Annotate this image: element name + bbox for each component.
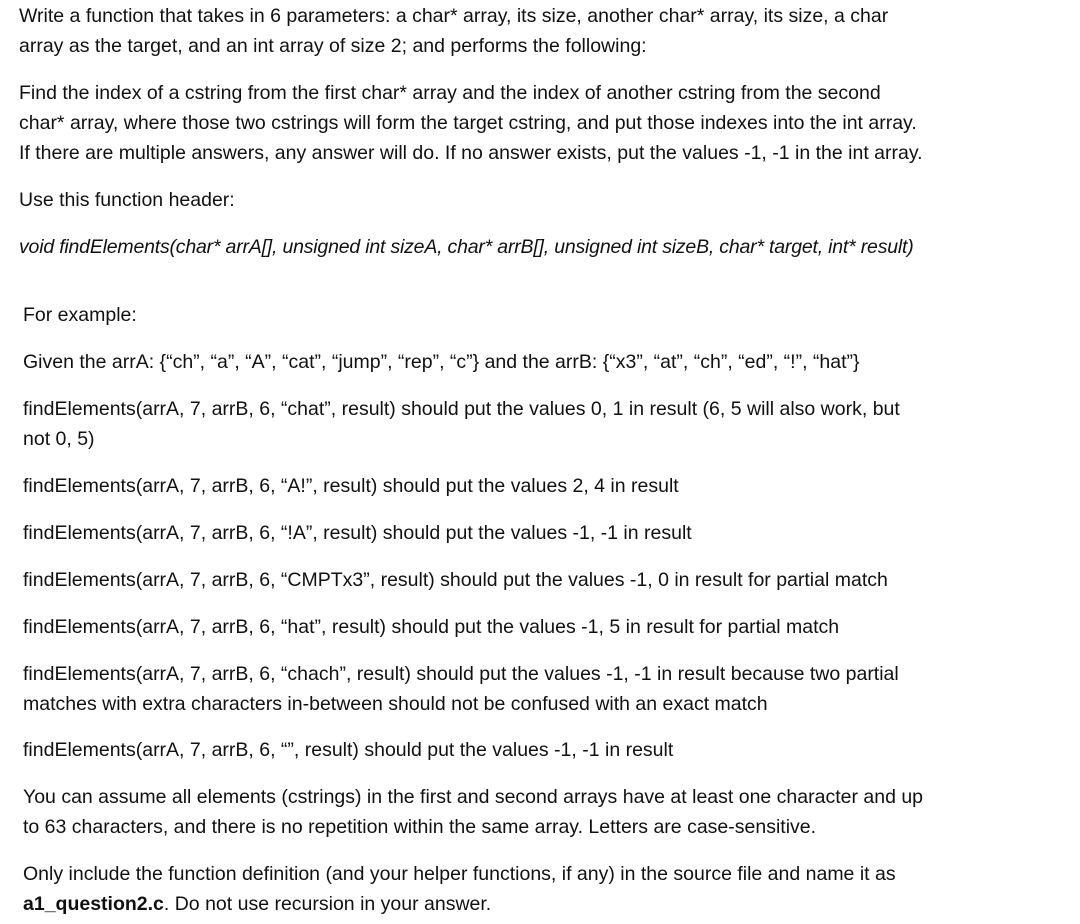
example-2: findElements(arrA, 7, arrB, 6, “A!”, result) should put the values 2, 4 in result	[23, 475, 679, 497]
instructions-line-2-rest: . Do not use recursion in your answer.	[163, 893, 492, 915]
description-line-1: Find the index of a cstring from the first char* array and the index of another cstring from the second	[19, 82, 881, 104]
assumption-line-1: You can assume all elements (cstrings) in the first and second arrays have at least one character and up	[23, 786, 924, 808]
instructions-line-2	[23, 889, 896, 919]
example-6	[23, 659, 899, 719]
instructions-paragraph	[23, 859, 896, 919]
instructions-line-1: Only include the function definition (and your helper functions, if any) in the source file and name it as	[23, 863, 896, 885]
intro-line-2: array as the target, and an int array of size 2; and performs the following:	[19, 35, 647, 57]
example-3: findElements(arrA, 7, arrB, 6, “!A”, result) should put the values -1, -1 in result	[23, 522, 692, 544]
intro-paragraph	[19, 1, 888, 61]
intro-line-1: Write a function that takes in 6 parameters: a char* array, its size, another char* array, its size, a char	[19, 5, 889, 27]
example-6-line-2: matches with extra characters in-between should not be confused with an exact match	[23, 693, 768, 715]
description-line-2: char* array, where those two cstrings will form the target cstring, and put those indexes into the int array.	[19, 112, 917, 134]
description-paragraph	[19, 78, 923, 168]
source-filename: a1_question2.c	[23, 893, 164, 915]
description-line-3: If there are multiple answers, any answer will do. If no answer exists, put the values -1, -1 in the int array.	[19, 142, 923, 164]
assumption-line-2: to 63 characters, and there is no repetition within the same array. Letters are case-sensitive.	[23, 816, 817, 838]
example-1-line-1: findElements(arrA, 7, arrB, 6, “chat”, result) should put the values 0, 1 in result (6, 5 will also work, but	[23, 398, 900, 420]
example-4: findElements(arrA, 7, arrB, 6, “CMPTx3”, result) should put the values -1, 0 in result for partial match	[23, 569, 888, 591]
example-1	[23, 394, 900, 454]
example-1-line-2: not 0, 5)	[23, 428, 95, 450]
given-arrays: Given the arrA: {“ch”, “a”, “A”, “cat”, “jump”, “rep”, “c”} and the arrB: {“x3”, “at”, “ch”, “ed”, “!”, “hat”}	[23, 351, 860, 373]
example-6-line-1: findElements(arrA, 7, arrB, 6, “chach”, result) should put the values -1, -1 in result because two partial	[23, 663, 899, 685]
for-example-label: For example:	[23, 304, 137, 326]
function-signature: void findElements(char* arrA[], unsigned int sizeA, char* arrB[], unsigned int sizeB, char* target, int* result)	[19, 236, 914, 258]
example-5: findElements(arrA, 7, arrB, 6, “hat”, result) should put the values -1, 5 in result for partial match	[23, 616, 840, 638]
use-header-label: Use this function header:	[19, 189, 235, 211]
assumption-paragraph	[23, 782, 923, 842]
example-7: findElements(arrA, 7, arrB, 6, “”, result) should put the values -1, -1 in result	[23, 739, 674, 761]
